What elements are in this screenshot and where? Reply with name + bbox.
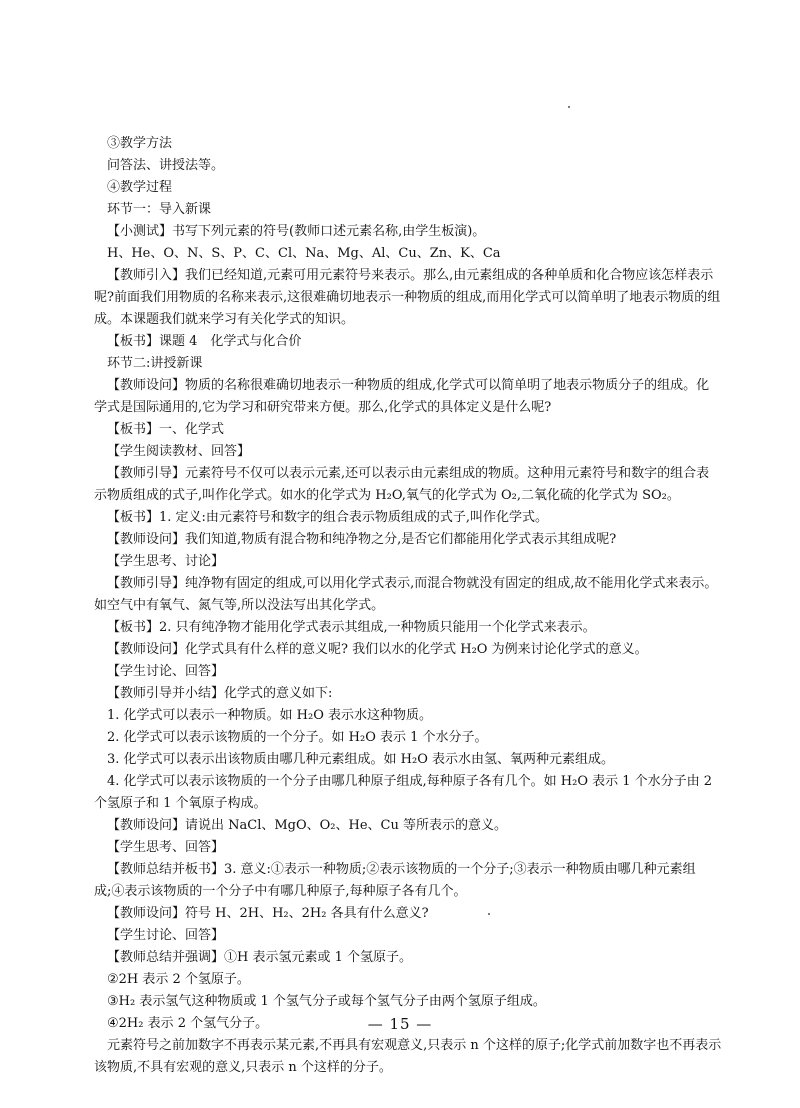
board-title: 【板书】课题 4 化学式与化合价	[107, 334, 302, 349]
question-paragraph-3: 【教师设问】化学式具有什么样的意义呢? 我们以水的化学式 H₂O 为例来讨论化学式的意义。	[107, 642, 648, 657]
emphasis-item-1: 【教师总结并强调】①H 表示氢元素或 1 个氢原子。	[107, 950, 413, 965]
scan-speck	[488, 913, 490, 915]
intro-paragraph: 【教师引入】我们已经知道,元素可用元素符号来表示。那么,由元素组成的各种单质和化合物应该怎样表示呢?前面我们用物质的名称来表示,这很难确切地表示一种物质的组成,而用化学式可以简单明了地表示物质的组成。本课题我们就来学习有关化学式的知识。	[94, 268, 721, 327]
emphasis-item-4: ④2H₂ 表示 2 个氢气分子。	[107, 1016, 269, 1031]
student-discuss-2: 【学生讨论、回答】	[107, 928, 225, 943]
student-read: 【学生阅读教材、回答】	[107, 444, 251, 459]
scan-speck	[568, 106, 570, 108]
board-meaning-summary: 【教师总结并板书】3. 意义:①表示一种物质;②表示该物质的一个分子;③表示一种物质由哪几种元素组成;④表示该物质的一个分子中有哪几种原子,每种原子各有几个。	[94, 862, 696, 899]
process-heading: ④教学过程	[107, 180, 173, 195]
board-definition: 【板书】1. 定义:由元素符号和数字的组合表示物质组成的式子,叫作化学式。	[107, 510, 549, 525]
page-number: — 15 —	[367, 1015, 433, 1033]
student-think-1: 【学生思考、讨论】	[107, 554, 225, 569]
question-paragraph-4: 【教师设问】请说出 NaCl、MgO、O₂、He、Cu 等所表示的意义。	[107, 818, 508, 833]
question-paragraph-1: 【教师设问】物质的名称很难确切地表示一种物质的组成,化学式可以简单明了地表示物质分子的组成。化学式是国际通用的,它为学习和研究带来方便。那么,化学式的具体定义是什么呢?	[94, 378, 710, 415]
method-heading: ③教学方法	[107, 136, 173, 151]
conclusion-paragraph: 元素符号之前加数字不再表示某元素,不再具有宏观意义,只表示 n 个这样的原子;化学式前加数字也不再表示该物质,不具有宏观的意义,只表示 n 个这样的分子。	[94, 1038, 722, 1075]
student-discuss-1: 【学生讨论、回答】	[107, 664, 225, 679]
board-formula-heading: 【板书】一、化学式	[107, 422, 225, 437]
method-text: 问答法、讲授法等。	[107, 158, 225, 173]
emphasis-item-3: ③H₂ 表示氢气这种物质或 1 个氢气分子或每个氢气分子由两个氢原子组成。	[107, 994, 546, 1009]
step1-heading: 环节一：导入新课	[107, 202, 212, 217]
emphasis-item-2: ②2H 表示 2 个氢原子。	[107, 972, 250, 987]
quiz-paragraph: 【小测试】书写下列元素的符号(教师口述元素名称,由学生板演)。	[107, 224, 486, 239]
question-paragraph-2: 【教师设问】我们知道,物质有混合物和纯净物之分,是否它们都能用化学式表示其组成呢?	[107, 532, 617, 547]
meaning-item-2: 2. 化学式可以表示该物质的一个分子。如 H₂O 表示 1 个水分子。	[107, 730, 488, 745]
meaning-item-3: 3. 化学式可以表示出该物质由哪几种元素组成。如 H₂O 表示水由氢、氧两种元素组成。	[107, 752, 615, 767]
step2-heading: 环节二:讲授新课	[107, 356, 203, 371]
meaning-item-4: 4. 化学式可以表示该物质的一个分子由哪几种原子组成,每种原子各有几个。如 H₂O 表示 1 个水分子由 2 个氢原子和 1 个氧原子构成。	[94, 774, 713, 811]
student-think-2: 【学生思考、回答】	[107, 840, 225, 855]
summary-intro: 【教师引导并小结】化学式的意义如下:	[107, 686, 333, 701]
element-symbols: H、He、O、N、S、P、C、Cl、Na、Mg、Al、Cu、Zn、K、Ca	[107, 246, 501, 261]
board-pure-substance: 【板书】2. 只有纯净物才能用化学式表示其组成,一种物质只能用一个化学式来表示。	[107, 620, 596, 635]
guide-paragraph-2: 【教师引导】纯净物有固定的组成,可以用化学式表示,而混合物就没有固定的组成,故不能用化学式来表示。如空气中有氧气、氮气等,所以没法写出其化学式。	[94, 576, 718, 613]
page-body	[94, 133, 722, 1079]
meaning-item-1: 1. 化学式可以表示一种物质。如 H₂O 表示水这种物质。	[107, 708, 433, 723]
question-paragraph-5: 【教师设问】符号 H、2H、H₂、2H₂ 各具有什么意义?	[107, 906, 429, 921]
guide-paragraph-1: 【教师引导】元素符号不仅可以表示元素,还可以表示由元素组成的物质。这种用元素符号和数字的组合表示物质组成的式子,叫作化学式。如水的化学式为 H₂O,氧气的化学式为 O₂,二氧化硫的化学式为 SO₂。	[94, 466, 710, 503]
